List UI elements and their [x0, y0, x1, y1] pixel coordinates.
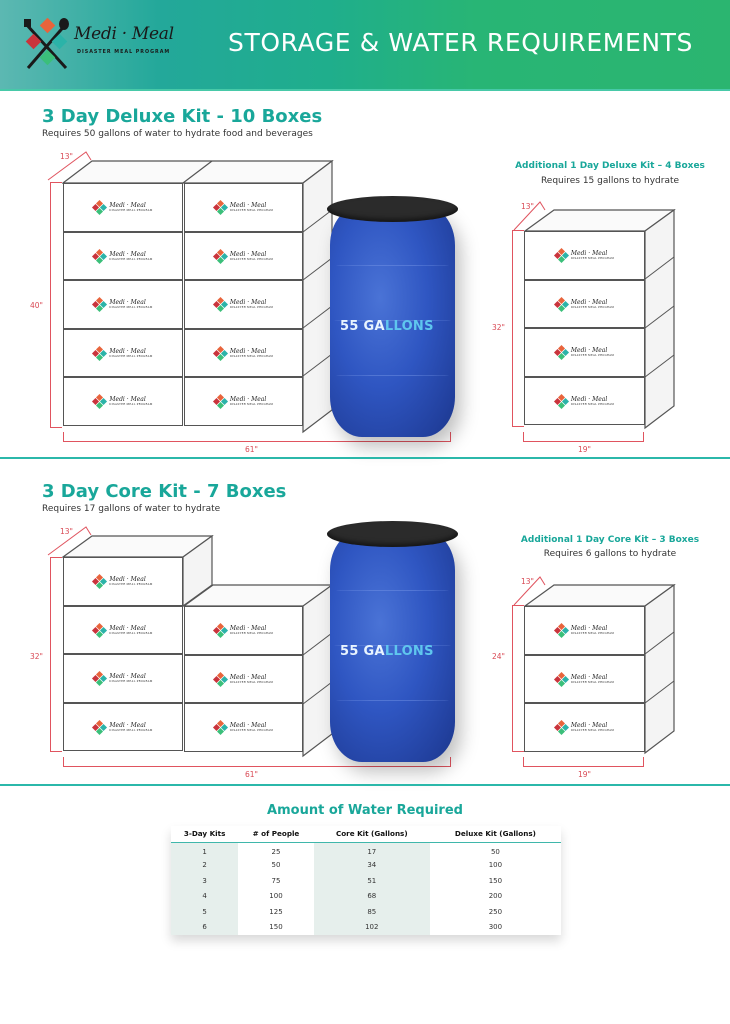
- cell: 3: [171, 873, 238, 889]
- kit-box: [184, 329, 303, 378]
- cell: 68: [314, 889, 430, 905]
- box-logo: Medi · Meal DISASTER MEAL PROGRAM: [555, 721, 614, 733]
- kit-box: [63, 377, 183, 426]
- cell: 300: [488, 923, 503, 932]
- kit-box: [524, 231, 645, 280]
- additional-deluxe-depth-label: 13": [521, 202, 534, 211]
- logo-mark-icon: [555, 346, 569, 358]
- kit-box: [184, 232, 303, 281]
- kit-box: [524, 280, 645, 329]
- water-barrel-55-gallon: [330, 205, 455, 437]
- logo-mark-icon: [93, 624, 107, 636]
- additional-core-height-line: [512, 605, 524, 752]
- box-logo: Medi · Meal DISASTER MEAL PROGRAM: [214, 250, 273, 262]
- cell: 17: [314, 842, 430, 858]
- box-logo: Medi · Meal DISASTER MEAL PROGRAM: [555, 673, 614, 685]
- logo-mark-icon: [555, 249, 569, 261]
- cell: 25: [271, 847, 281, 856]
- cell: 50: [271, 861, 281, 870]
- section-divider: [0, 457, 730, 459]
- box-logo: Medi · Meal DISASTER MEAL PROGRAM: [555, 624, 614, 636]
- additional-deluxe-subtitle: Requires 15 gallons to hydrate: [540, 176, 680, 186]
- table-row: [171, 873, 561, 889]
- logo-mark-icon: [555, 624, 569, 636]
- kit-box: [184, 703, 303, 752]
- box-logo: Medi · Meal DISASTER MEAL PROGRAM: [93, 250, 152, 262]
- core-depth-label: 13": [60, 527, 73, 536]
- cell: 1: [171, 842, 238, 858]
- cell: 100: [488, 861, 503, 870]
- cell: 50: [490, 847, 500, 856]
- kit-box: [63, 557, 183, 606]
- deluxe-height-line: [50, 182, 62, 428]
- logo-mark-icon: [214, 250, 228, 262]
- box-logo: Medi · Meal DISASTER MEAL PROGRAM: [555, 249, 614, 261]
- box-logo: Medi · Meal DISASTER MEAL PROGRAM: [93, 624, 152, 636]
- kit-box: [184, 377, 303, 426]
- box-logo: Medi · Meal DISASTER MEAL PROGRAM: [214, 347, 273, 359]
- barrel-lid: [327, 196, 458, 222]
- logo-mark-icon: [93, 575, 107, 587]
- cell: 34: [314, 858, 430, 874]
- logo-mark-icon: [93, 298, 107, 310]
- additional-deluxe-height-line: [512, 230, 524, 427]
- logo-mark-icon: [93, 201, 107, 213]
- kit-box: [184, 606, 303, 655]
- core-kit-title: 3 Day Core Kit - 7 Boxes: [42, 481, 287, 502]
- additional-core-width-label: 19": [578, 770, 591, 779]
- logo-mark-icon: [214, 298, 228, 310]
- logo-mark-icon: [93, 347, 107, 359]
- cell: 250: [488, 907, 503, 916]
- box-logo: Medi · Meal DISASTER MEAL PROGRAM: [93, 721, 152, 733]
- table-row: [171, 920, 561, 936]
- kit-box: [184, 280, 303, 329]
- logo-mark-icon: [93, 721, 107, 733]
- brand-script: Medi · Meal: [74, 24, 174, 44]
- additional-core-title: Additional 1 Day Core Kit – 3 Boxes: [520, 535, 700, 545]
- box-logo: Medi · Meal DISASTER MEAL PROGRAM: [555, 395, 614, 407]
- col-header-core: Core Kit (Gallons): [314, 826, 430, 842]
- deluxe-depth-label: 13": [60, 152, 73, 161]
- box-logo: Medi · Meal DISASTER MEAL PROGRAM: [214, 721, 273, 733]
- col-header-deluxe: Deluxe Kit (Gallons): [430, 826, 561, 842]
- box-logo: Medi · Meal DISASTER MEAL PROGRAM: [555, 346, 614, 358]
- table-row: [171, 889, 561, 905]
- kit-box: [63, 606, 183, 655]
- logo-mark-icon: [555, 673, 569, 685]
- section-divider-2: [0, 784, 730, 786]
- cell: 5: [171, 904, 238, 920]
- cell: 6: [171, 920, 238, 936]
- box-logo: Medi · Meal DISASTER MEAL PROGRAM: [93, 575, 152, 587]
- box-logo: Medi · Meal DISASTER MEAL PROGRAM: [93, 347, 152, 359]
- core-width-label: 61": [245, 770, 258, 779]
- cell: 150: [269, 923, 283, 932]
- additional-deluxe-height-label: 32": [492, 323, 505, 332]
- table-row: [171, 858, 561, 874]
- page-title: STORAGE & WATER REQUIREMENTS: [228, 28, 693, 57]
- box-logo: Medi · Meal DISASTER MEAL PROGRAM: [214, 298, 273, 310]
- box-logo: Medi · Meal DISASTER MEAL PROGRAM: [214, 624, 273, 636]
- table-row: [171, 842, 561, 858]
- kit-box: [63, 280, 183, 329]
- medi-meal-logo: [22, 18, 182, 74]
- cell: 4: [171, 889, 238, 905]
- logo-mark-icon: [93, 395, 107, 407]
- logo-mark-icon: [555, 395, 569, 407]
- core-height-label: 32": [30, 652, 43, 661]
- cell: 2: [171, 858, 238, 874]
- kit-box: [524, 703, 645, 752]
- deluxe-height-label: 40": [30, 301, 43, 310]
- cell: 200: [488, 892, 503, 901]
- logo-mark-icon: [214, 395, 228, 407]
- logo-mark-icon: [555, 298, 569, 310]
- box-logo: Medi · Meal DISASTER MEAL PROGRAM: [214, 201, 273, 213]
- cell: 150: [488, 876, 503, 885]
- logo-mark-icon: [555, 721, 569, 733]
- kit-box: [524, 377, 645, 426]
- brand-subtitle: DISASTER MEAL PROGRAM: [77, 50, 171, 55]
- core-kit-subtitle: Requires 17 gallons of water to hydrate: [42, 504, 221, 514]
- box-logo: Medi · Meal DISASTER MEAL PROGRAM: [93, 672, 152, 684]
- col-header-kits: 3-Day Kits: [171, 826, 238, 842]
- table-row: [171, 904, 561, 920]
- logo-mark-icon: [214, 201, 228, 213]
- logo-mark-icon: [93, 250, 107, 262]
- additional-core-depth-label: 13": [521, 577, 534, 586]
- additional-core-subtitle: Requires 6 gallons to hydrate: [543, 549, 677, 559]
- col-header-people: # of People: [238, 826, 314, 842]
- deluxe-kit-title: 3 Day Deluxe Kit - 10 Boxes: [42, 106, 323, 127]
- logo-mark-icon: [214, 624, 228, 636]
- table-header-row: [171, 826, 561, 842]
- water-barrel-55-gallon-core: [330, 530, 455, 762]
- water-requirements-table: [171, 826, 561, 935]
- cell: 100: [269, 892, 283, 901]
- cell: 102: [314, 920, 430, 936]
- box-logo: Medi · Meal DISASTER MEAL PROGRAM: [93, 395, 152, 407]
- cell: 75: [271, 876, 281, 885]
- kit-box: [524, 606, 645, 655]
- additional-core-width-line: [523, 757, 644, 767]
- kit-box: [184, 183, 303, 232]
- cell: 85: [314, 904, 430, 920]
- cell: 51: [314, 873, 430, 889]
- water-table-title: Amount of Water Required: [267, 803, 463, 818]
- kit-box: [524, 655, 645, 704]
- box-logo: Medi · Meal DISASTER MEAL PROGRAM: [214, 673, 273, 685]
- core-height-line: [50, 557, 62, 752]
- logo-mark-icon: [214, 721, 228, 733]
- kit-box: [63, 183, 183, 232]
- box-logo: Medi · Meal DISASTER MEAL PROGRAM: [93, 201, 152, 213]
- additional-core-height-label: 24": [492, 652, 505, 661]
- logo-mark-icon: [22, 18, 74, 74]
- logo-mark-icon: [214, 673, 228, 685]
- logo-mark-icon: [214, 347, 228, 359]
- barrel-capacity-label-core: 55 GALLONS: [340, 644, 434, 659]
- additional-deluxe-title: Additional 1 Day Deluxe Kit – 4 Boxes: [515, 161, 705, 171]
- barrel-capacity-label: 55 GALLONS: [340, 319, 434, 334]
- kit-box: [184, 655, 303, 704]
- kit-box: [524, 328, 645, 377]
- barrel-lid-core: [327, 521, 458, 547]
- kit-box: [63, 703, 183, 752]
- logo-mark-icon: [93, 672, 107, 684]
- page-header: [0, 0, 730, 91]
- kit-box: [63, 329, 183, 378]
- deluxe-kit-subtitle: Requires 50 gallons of water to hydrate food and beverages: [42, 129, 313, 139]
- additional-deluxe-width-line: [523, 432, 644, 442]
- kit-box: [63, 232, 183, 281]
- additional-deluxe-width-label: 19": [578, 445, 591, 454]
- box-logo: Medi · Meal DISASTER MEAL PROGRAM: [214, 395, 273, 407]
- deluxe-width-label: 61": [245, 445, 258, 454]
- kit-box: [63, 654, 183, 703]
- cell: 125: [269, 907, 283, 916]
- box-logo: Medi · Meal DISASTER MEAL PROGRAM: [93, 298, 152, 310]
- box-logo: Medi · Meal DISASTER MEAL PROGRAM: [555, 298, 614, 310]
